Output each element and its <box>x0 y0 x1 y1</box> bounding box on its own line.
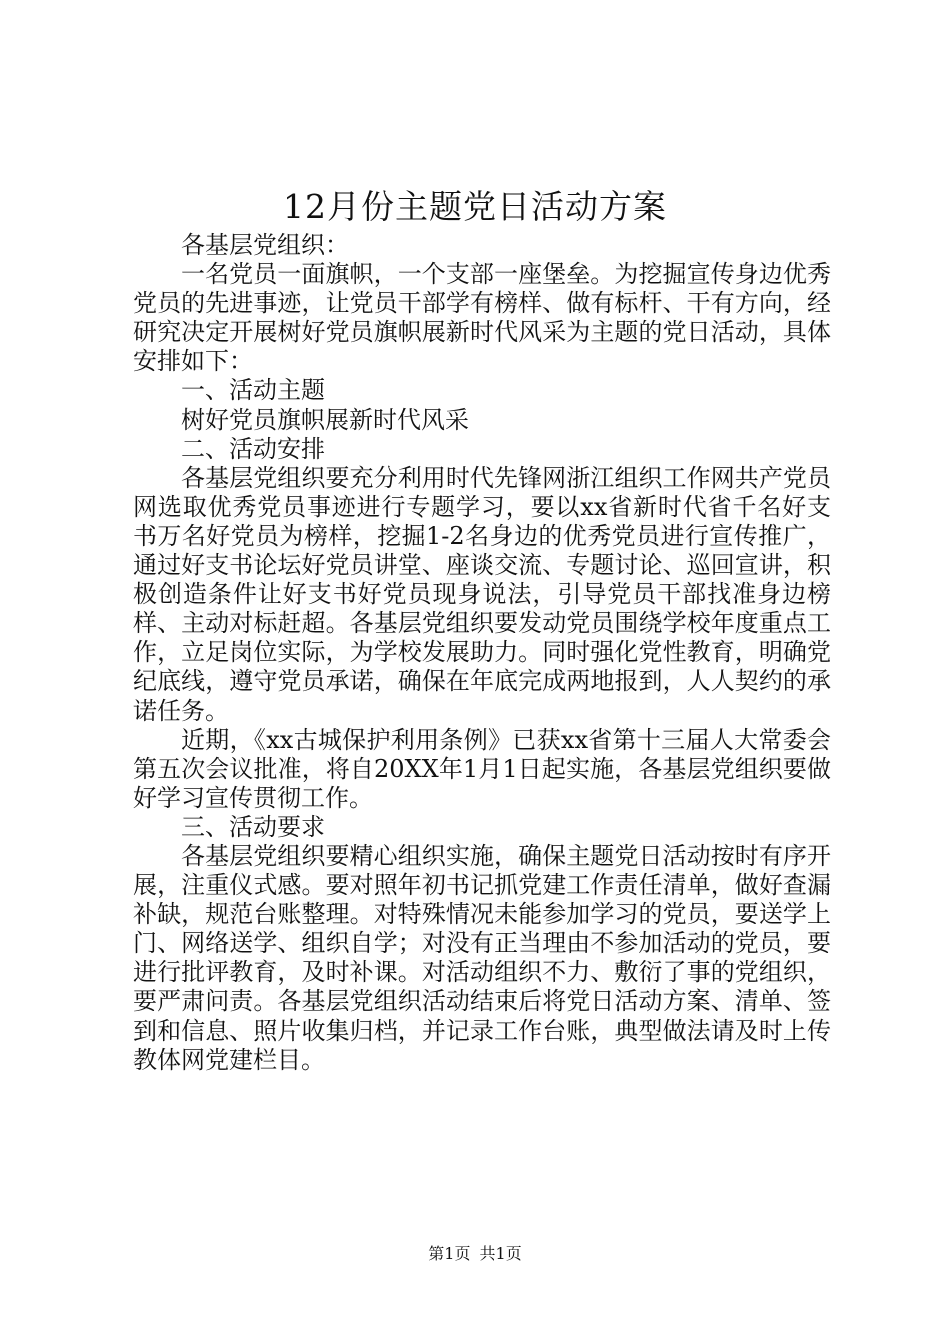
requirements-paragraph: 各基层党组织要精心组织实施，确保主题党日活动按时有序开展，注重仪式感。要对照年初书记抓党建工作责任清单，做好查漏补缺，规范台账整理。对特殊情况未能参加学习的党员，要送学上门、网络送学、组织自学；对没有正当理由不参加活动的党员，要进行批评教育，及时补课。对活动组织不力、敷衍了事的党组织，要严肃问责。各基层党组织活动结束后将党日活动方案、清单、签到和信息、照片收集归档，并记录工作台账，典型做法请及时上传教体网党建栏目。 <box>133 841 831 1074</box>
page-total: 共1页 <box>479 1244 522 1263</box>
page-footer <box>0 1243 950 1265</box>
section-heading-arrangement: 二、活动安排 <box>181 434 325 463</box>
page-number: 第1页 <box>428 1244 471 1263</box>
section-theme-text: 树好党员旗帜展新时代风采 <box>181 405 469 434</box>
document-title: 12月份主题党日活动方案 <box>283 187 667 226</box>
section-heading-theme: 一、活动主题 <box>181 376 325 405</box>
intro-paragraph: 一名党员一面旗帜，一个支部一座堡垒。为挖掘宣传身边优秀党员的先进事迹，让党员干部学有榜样、做有标杆、干有方向，经研究决定开展树好党员旗帜展新时代风采为主题的党日活动，具体安排如下： <box>133 260 831 376</box>
document-body <box>133 231 831 1075</box>
arrangement-paragraph-1: 各基层党组织要充分利用时代先锋网浙江组织工作网共产党员网选取优秀党员事迹进行专题学习，要以xx省新时代省千名好支书万名好党员为榜样，挖掘1-2名身边的优秀党员进行宣传推广，通过好支书论坛好党员讲堂、座谈交流、专题讨论、巡回宣讲，积极创造条件让好支书好党员现身说法，引导党员干部找准身边榜样、主动对标赶超。各基层党组织要发动党员围绕学校年度重点工作，立足岗位实际，为学校发展助力。同时强化党性教育，明确党纪底线，遵守党员承诺，确保在年底完成两地报到，人人契约的承诺任务。 <box>133 463 831 725</box>
section-heading-requirements: 三、活动要求 <box>181 812 325 841</box>
arrangement-paragraph-2: 近期，《xx古城保护利用条例》已获xx省第十三届人大常委会第五次会议批准，将自20XX年1月1日起实施，各基层党组织要做好学习宣传贯彻工作。 <box>133 725 831 812</box>
salutation: 各基层党组织： <box>181 231 349 259</box>
